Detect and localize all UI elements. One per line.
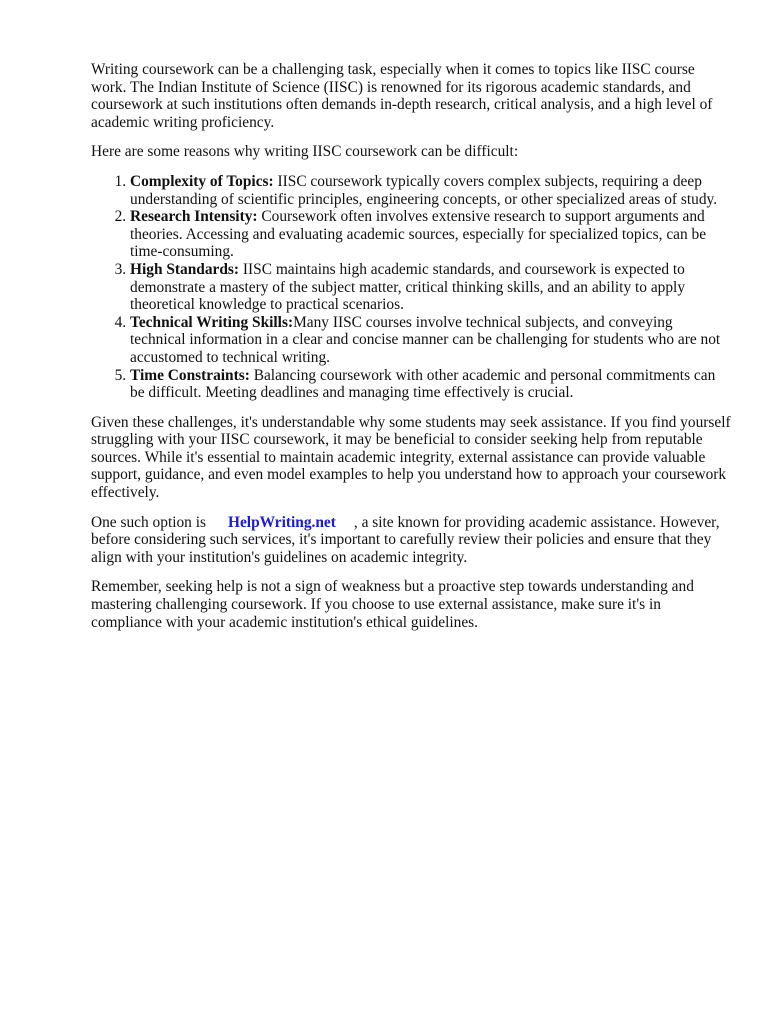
list-item xyxy=(130,314,731,367)
option-text-before: One such option is xyxy=(91,513,206,531)
reason-text: Coursework often involves extensive research to support arguments and theories. Accessing and evaluating academic sources, especially for specialized topics, can be time-consuming. xyxy=(130,208,707,261)
reason-title: High Standards: xyxy=(130,260,240,278)
document-page xyxy=(91,61,731,643)
reason-title: Technical Writing Skills: xyxy=(130,313,294,331)
reason-title: Research Intensity: xyxy=(130,208,258,226)
reasons-list xyxy=(91,173,731,402)
closing-paragraph: Remember, seeking help is not a sign of weakness but a proactive step towards understanding and mastering challenging coursework. If you choose to use external assistance, make sure it's in compliance with your academic institution's ethical guidelines. xyxy=(91,578,694,631)
list-item xyxy=(130,173,731,208)
option-text-after: , a site known for providing academic assistance. However, before considering such services, it's important to carefully review their policies and ensure that they align with your institution's guidelines on academic integrity. xyxy=(91,513,720,566)
list-item xyxy=(130,367,731,402)
helpwriting-link[interactable]: HelpWriting.net xyxy=(228,513,336,531)
reason-text: IISC maintains high academic standards, and coursework is expected to demonstrate a mastery of the subject matter, critical thinking skills, and an ability to apply theoretical knowledge to practical scenarios. xyxy=(130,260,686,314)
reason-title: Complexity of Topics: xyxy=(130,172,274,190)
list-item xyxy=(130,261,731,314)
intro-paragraph: Writing coursework can be a challenging task, especially when it comes to topics like IISC course work. The Indian Institute of Science (IISC) is renowned for its rigorous academic standards, and coursework at such institutions often demands in-depth research, critical analysis, and a high level of academic writing proficiency. xyxy=(91,61,713,131)
reason-text: Many IISC courses involve technical subjects, and conveying technical information in a clear and concise manner can be challenging for students who are not accustomed to technical writing. xyxy=(130,313,721,366)
option-paragraph xyxy=(91,514,731,567)
list-item xyxy=(130,208,731,261)
reason-text: Balancing coursework with other academic and personal commitments can be difficult. Meeting deadlines and managing time effectively is crucial. xyxy=(130,366,716,402)
challenges-paragraph: Given these challenges, it's understandable why some students may seek assistance. If you find yourself struggling with your IISC coursework, it may be beneficial to consider seeking help from reputable sources. While it's essential to maintain academic integrity, external assistance can provide valuable support, guidance, and even model examples to help you understand how to approach your coursework effectively. xyxy=(91,413,731,502)
reason-text: IISC coursework typically covers complex subjects, requiring a deep understanding of scientific principles, engineering concepts, or other specialized areas of study. xyxy=(130,172,718,208)
reason-title: Time Constraints: xyxy=(130,366,250,384)
reasons-lead-paragraph: Here are some reasons why writing IISC coursework can be difficult: xyxy=(91,143,519,161)
